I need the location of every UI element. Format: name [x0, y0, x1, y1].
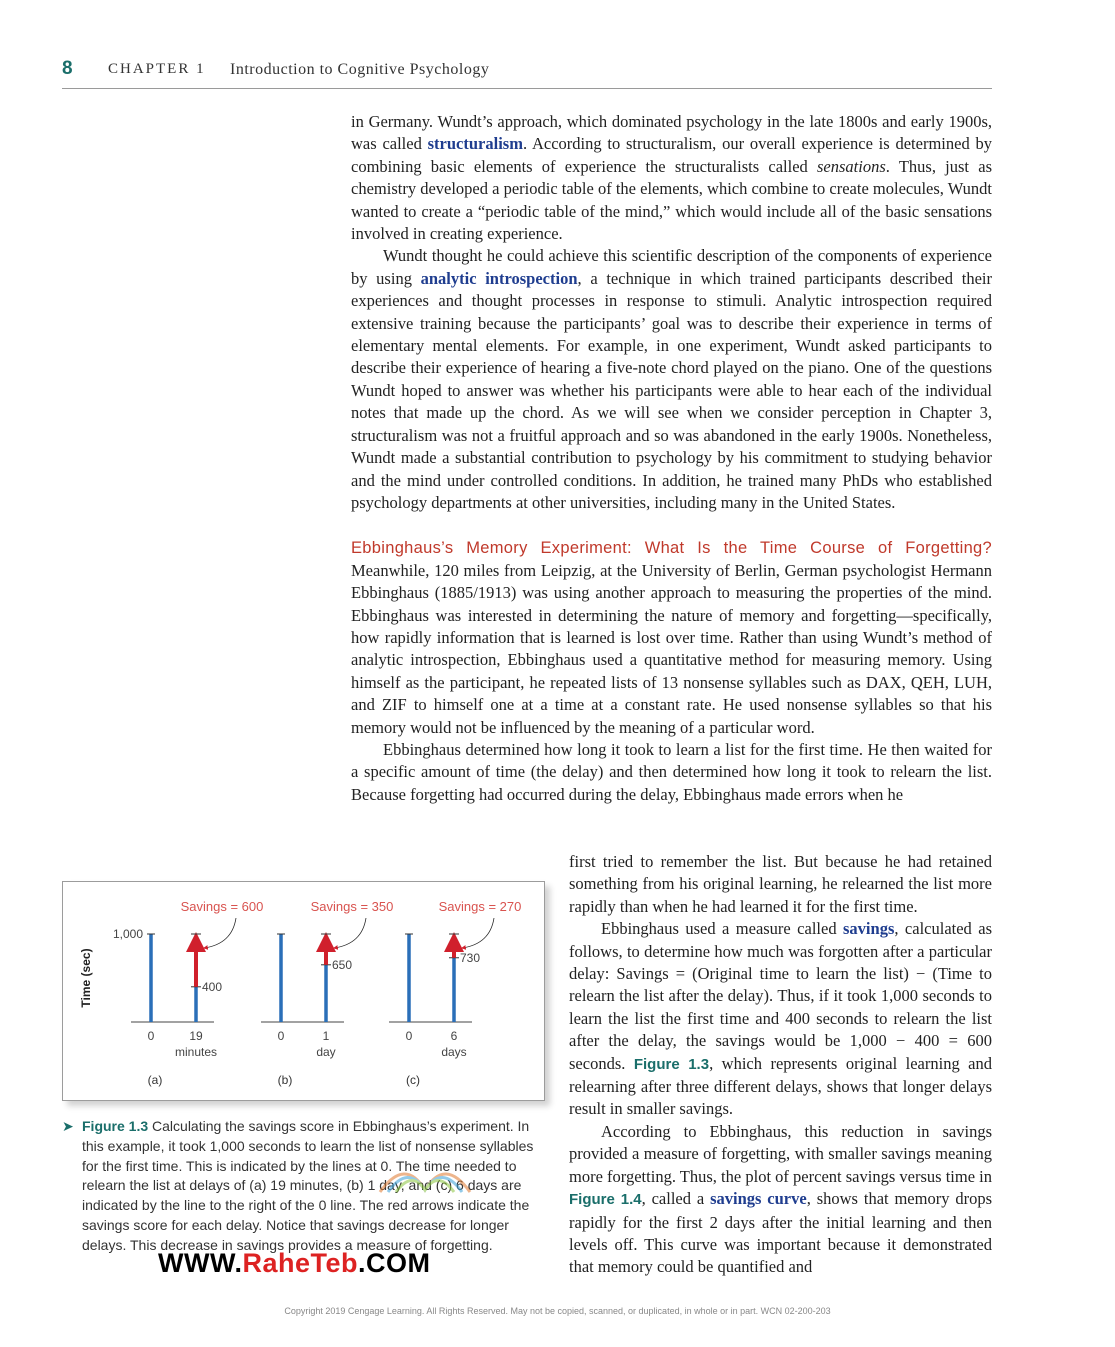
- x-tick-label-zero: 0: [405, 1029, 413, 1043]
- page-number: 8: [62, 58, 73, 79]
- paragraph: first tried to remember the list. But because he had retained something from his original learning, he relearned the list more rapidly than when he had learned it for the first time.: [569, 852, 992, 916]
- paragraph: Ebbinghaus determined how long it took to learn a list for the first time. He then waited for a specific amount of time (the delay) and then determined how long it took to relearn the list. Because forgetting had occurred during the delay, Ebbinghaus made errors when he: [351, 739, 992, 804]
- savings-label: Savings = 600: [180, 899, 264, 914]
- section-heading: Ebbinghaus’s Memory Experiment: What Is the Time Course of Forgetting?: [351, 539, 992, 558]
- savings-pointer: [204, 918, 236, 948]
- narrow-text-column: [569, 851, 992, 1279]
- relearn-value-label: 730: [460, 950, 481, 965]
- paragraph: According to Ebbinghaus, this reduction in savings provided a measure of forgetting, with smaller savings meaning more forgetting. Thus, the plot of percent savings versus time in Figure 1.4, called a savings curve, shows that memory drops rapidly for the first 2 days after the initial learning and then levels off. This curve was important because it demonstrated that memory could be quantified and: [569, 1121, 993, 1277]
- x-tick-label-zero: 0: [147, 1029, 155, 1043]
- figure-1-3: [62, 881, 545, 1101]
- chapter-title: Introduction to Cognitive Psychology: [230, 61, 490, 78]
- savings-pointer: [334, 918, 366, 948]
- x-tick-label-zero: 0: [277, 1029, 285, 1043]
- chapter-label: CHAPTER 1: [108, 61, 206, 77]
- caption-arrow-icon: ➤: [62, 1118, 74, 1134]
- running-header: [62, 58, 992, 89]
- panel-label: (c): [406, 1073, 420, 1087]
- y-tick-label: 1,000: [112, 927, 143, 941]
- savings-label: Savings = 350: [310, 899, 394, 914]
- panel-label: (b): [277, 1073, 293, 1087]
- caption-label: Figure 1.3: [82, 1118, 149, 1134]
- key-term: savings curve: [710, 1189, 807, 1209]
- x-tick-label-unit: minutes: [174, 1045, 218, 1059]
- savings-label: Savings = 270: [438, 899, 522, 914]
- x-tick-label-delay: 19: [189, 1029, 203, 1043]
- watermark: WWW.RaheTeb.COM: [158, 1248, 431, 1278]
- figure-reference[interactable]: Figure 1.3: [633, 1055, 710, 1073]
- panel-label: (a): [147, 1073, 163, 1087]
- paragraph: Wundt thought he could achieve this scientific description of the components of experience by using analytic introspection, a technique in which trained participants described their experiences and thought processes in response to stimuli. Analytic introspection required extensive training because the participants’ goal was to describe their experience in terms of elementary mental elements. For example, in one experiment, Wundt asked participants to describe their experience of hearing a five-note chord played on the piano. One of the questions Wundt hoped to answer was whether his participants were able to hear each of the individual notes that made up the chord. As we will see when we consider perception in Chapter 3, structuralism was not a fruitful approach and so was abandoned in the early 1900s. Nonetheless, Wundt made a substantial contribution to psychology by his commitment to studying behavior and the mind under controlled conditions. In addition, he trained many PhDs who established psychology departments at other universities, including many in the United States.: [351, 246, 992, 512]
- x-tick-label-delay: 6: [450, 1029, 458, 1043]
- key-term: analytic introspection: [420, 268, 578, 288]
- book-logo-icon: [370, 1152, 480, 1200]
- savings-pointer: [462, 918, 494, 948]
- main-text-column: [351, 111, 992, 806]
- paragraph: in Germany. Wundt’s approach, which dominated psychology in the late 1800s and early 1900s, was called structuralism. According to structuralism, our overall experience is determined by combining basic elements of experience the structuralists called sensations. Thus, just as chemistry developed a periodic table of the elements, which combine to create molecules, Wundt wanted to create a “periodic table of the mind,” which would include all of the basic sensations involved in creating experience.: [351, 112, 992, 244]
- x-tick-label-unit: days: [441, 1045, 467, 1059]
- x-tick-label-unit: day: [316, 1045, 336, 1059]
- figure-reference[interactable]: Figure 1.4: [569, 1191, 642, 1209]
- relearn-value-label: 650: [332, 957, 353, 972]
- y-axis-label: Time (sec): [79, 948, 93, 1008]
- caption-text: Calculating the savings score in Ebbinghaus’s experiment. In this example, it took 1,000 seconds to learn the list of nonsense syllables for the first time. This is indicated by the lines at 0. The time needed to relearn the list at delays of (a) 19 minutes, (b) 1 day, and (c) 6 days are indicated by the line to the right of the 0 line. The red arrows indicate the savings score for each delay. Notice that savings decrease for longer delays. This decrease in savings provides a measure of forgetting.: [82, 1118, 534, 1253]
- key-term: structuralism: [427, 134, 523, 154]
- relearn-value-label: 400: [202, 979, 223, 994]
- x-tick-label-delay: 1: [322, 1029, 330, 1043]
- copyright-footer: Copyright 2019 Cengage Learning. All Rights Reserved. May not be copied, scanned, or duplicated, in whole or in part. WCN 02-200-203: [284, 1306, 831, 1316]
- savings-chart: [63, 882, 544, 1100]
- paragraph: Ebbinghaus used a measure called savings, calculated as follows, to determine how much was forgotten after a particular delay: Savings = (Original time to learn the list) − (Time to relearn the list after the delay). Thus, if it took 1,000 seconds to learn the list the first time and 400 seconds to relearn the list after the delay, the savings would be 1,000 − 400 = 600 seconds. Figure 1.3, which represents original learning and relearning after three different delays, shows that longer delays result in smaller savings.: [569, 919, 992, 1119]
- paragraph: Ebbinghaus’s Memory Experiment: What Is the Time Course of Forgetting? Meanwhile, 120 miles from Leipzig, at the University of Berlin, German psychologist Hermann Ebbinghaus (1885/1913) was using another approach to measuring the properties of the mind. Ebbinghaus was interested in determining the nature of memory and forgetting—specifically, how rapidly information that is learned is lost over time. Rather than using Wundt’s method of analytic introspection, Ebbinghaus used a quantitative method for measuring memory. Using himself as the participant, he repeated lists of 13 nonsense syllables such as DAX, QEH, LUH, and ZIF to himself one at a time at a constant rate. He used nonsense syllables so that his memory would not be influenced by the meaning of a particular word.: [351, 539, 992, 737]
- key-term: savings: [843, 919, 895, 939]
